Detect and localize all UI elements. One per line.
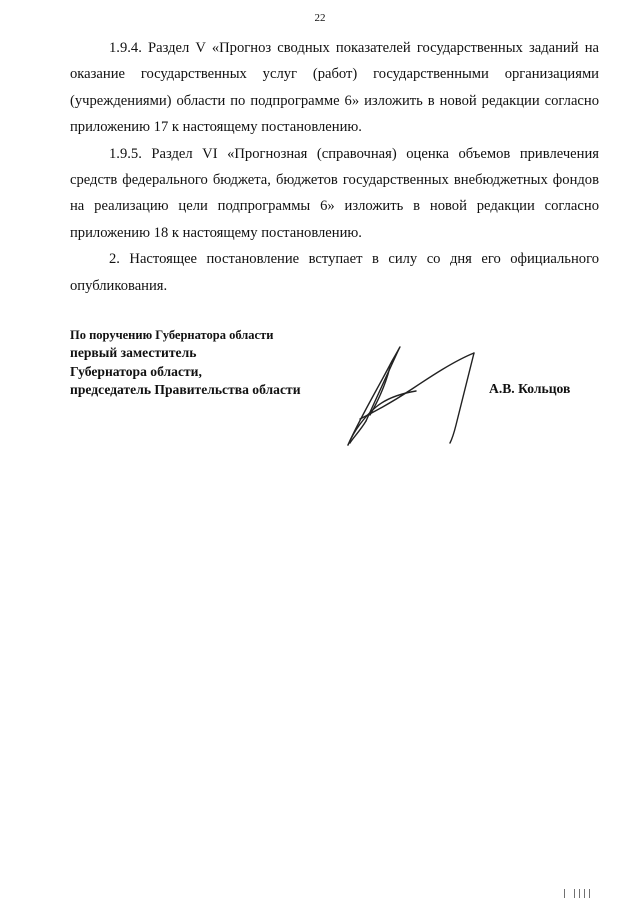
paragraph-1-9-5: 1.9.5. Раздел VI «Прогнозная (справочная) оценка объемов привлечения средств федерального бюджета, бюджетов государственных внебюджетных фондов на реализацию цели подпрограммы 6» изложить в новой редакции согласно приложению 18 к настоящему постановлению. — [70, 145, 599, 241]
footer-barcode-marks: | |||| — [563, 889, 594, 899]
signatory-position-line-3: председатель Правительства области — [70, 382, 301, 397]
signatory-title-block — [70, 327, 301, 400]
signatory-name: А.В. Кольцов — [489, 381, 571, 396]
document-body — [70, 35, 599, 299]
signatory-position-line-2: Губернатора области, — [70, 363, 202, 379]
handwritten-signature — [330, 333, 490, 458]
signatory-position-line-1: первый заместитель — [70, 345, 197, 360]
page-number: 22 — [314, 12, 326, 24]
paragraph-1-9-4: 1.9.4. Раздел V «Прогноз сводных показателей государственных заданий на оказание государственных услуг (работ) государственными организациями (учреждениями) области по подпрограмме 6» изложить в новой редакции согласно приложению 17 к настоящему постановлению. — [70, 40, 599, 136]
signatory-authority-line: По поручению Губернатора области — [70, 328, 274, 342]
paragraph-2: 2. Настоящее постановление вступает в силу со дня его официального опубликования. — [70, 251, 599, 294]
